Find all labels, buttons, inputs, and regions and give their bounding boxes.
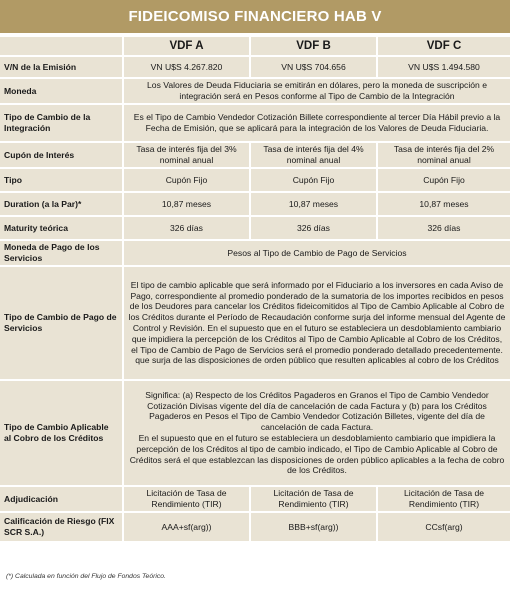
row-vn [0, 57, 510, 77]
row-label: Tipo de Cambio Aplicable al Cobro de los Créditos [0, 381, 124, 485]
row-label: Tipo de Cambio de la Integración [0, 105, 124, 141]
row-label: Cupón de Interés [0, 143, 124, 167]
row-maturity [0, 217, 510, 239]
footnote: (*) Calculada en función del Flujo de Fondos Teórico. [6, 573, 166, 580]
header-vdf-b: VDF B [251, 37, 378, 55]
calificacion-c: CCsf(arg) [378, 513, 510, 541]
duration-c: 10,87 meses [378, 193, 510, 215]
cupon-a: Tasa de interés fija del 3% nominal anual [124, 143, 251, 167]
maturity-c: 326 días [378, 217, 510, 239]
row-label: Maturity teórica [0, 217, 124, 239]
cupon-c: Tasa de interés fija del 2% nominal anual [378, 143, 510, 167]
maturity-a: 326 días [124, 217, 251, 239]
adjudicacion-a: Licitación de Tasa de Rendimiento (TIR) [124, 487, 251, 511]
header-row [0, 37, 510, 55]
tc-cobro-text-2: En el supuesto que en el futuro se estableciera un desdoblamiento cambiario que impidiera la percepción de los Créditos al tipo de cambio indicado, el Tipo de Cambio Aplicable al Cobro de Créditos será el que establezcan las disposiciones de orden público aplicables a la fecha de cobro de los Créditos. [129, 433, 505, 476]
moneda-pago-text: Pesos al Tipo de Cambio de Pago de Servicios [124, 241, 510, 265]
row-label: Moneda de Pago de los Servicios [0, 241, 124, 265]
vn-a: VN U$S 4.267.820 [124, 57, 251, 77]
row-tc-integracion [0, 105, 510, 141]
tipo-a: Cupón Fijo [124, 169, 251, 191]
tipo-b: Cupón Fijo [251, 169, 378, 191]
header-vdf-a: VDF A [124, 37, 251, 55]
tipo-c: Cupón Fijo [378, 169, 510, 191]
vn-b: VN U$S 704.656 [251, 57, 378, 77]
row-label: Tipo [0, 169, 124, 191]
terms-table [0, 35, 510, 543]
row-label: Adjudicación [0, 487, 124, 511]
row-label: Tipo de Cambio de Pago de Servicios [0, 267, 124, 379]
row-adjudicacion [0, 487, 510, 511]
row-label: V/N de la Emisión [0, 57, 124, 77]
tc-pago-text: El tipo de cambio aplicable que será informado por el Fiduciario a los inversores en cada Aviso de Pago, correspondiente al promedio ponderado de la sumatoria de los importes recibidos en pesos de los Deudores para cancelar los Créditos fideicomitidos al Tipo de Cambio Aplicable al Cobro de los Créditos durante el Período de Recaudación conforme surja del informe mensual del Agente de Control y Revisión. En el supuesto que en el futuro se estableciera un desdoblamiento cambiario que impidiera la percepción de los Créditos al Tipo de Cambio Aplicable al Cobro de los Créditos, el Tipo de Cambio de Pago de Servicios será el promedio ponderado detallado precedentemente. que surja de las disposiciones de orden público que resulten aplicables al cobro de los Créditos [124, 267, 510, 379]
calificacion-b: BBB+sf(arg)) [251, 513, 378, 541]
document-title: FIDEICOMISO FINANCIERO HAB V [0, 0, 510, 33]
row-label: Calificación de Riesgo (FIX SCR S.A.) [0, 513, 124, 541]
duration-b: 10,87 meses [251, 193, 378, 215]
row-calificacion [0, 513, 510, 541]
row-moneda [0, 79, 510, 103]
tc-cobro-cell [124, 381, 510, 485]
header-empty [0, 37, 124, 55]
row-duration [0, 193, 510, 215]
row-label: Moneda [0, 79, 124, 103]
adjudicacion-c: Licitación de Tasa de Rendimiento (TIR) [378, 487, 510, 511]
row-tipo [0, 169, 510, 191]
maturity-b: 326 días [251, 217, 378, 239]
row-cupon [0, 143, 510, 167]
moneda-text: Los Valores de Deuda Fiduciaria se emitirán en dólares, pero la moneda de suscripción e integración será en Pesos conforme al Tipo de Cambio de la Integración [124, 79, 510, 103]
adjudicacion-b: Licitación de Tasa de Rendimiento (TIR) [251, 487, 378, 511]
vn-c: VN U$S 1.494.580 [378, 57, 510, 77]
duration-a: 10,87 meses [124, 193, 251, 215]
row-tc-pago [0, 267, 510, 379]
row-moneda-pago [0, 241, 510, 265]
cupon-b: Tasa de interés fija del 4% nominal anual [251, 143, 378, 167]
tc-cobro-text-1: Significa: (a) Respecto de los Créditos Pagaderos en Granos el Tipo de Cambio Vendedor Cotización Divisas vigente del día de cancelación de cada Factura y (b) para los Créditos Pagaderos en Pesos el Tipo de Cambio Vendedor Cotización Billetes, vigente del día de cancelación de cada Factura. [145, 389, 489, 433]
row-label: Duration (a la Par)* [0, 193, 124, 215]
header-vdf-c: VDF C [378, 37, 510, 55]
calificacion-a: AAA+sf(arg)) [124, 513, 251, 541]
row-tc-cobro [0, 381, 510, 485]
tc-integracion-text: Es el Tipo de Cambio Vendedor Cotización Billete correspondiente al tercer Día Hábil previo a la Fecha de Emisión, que se aplicará para la integración de los Valores de Deuda Fiduciaria. [124, 105, 510, 141]
